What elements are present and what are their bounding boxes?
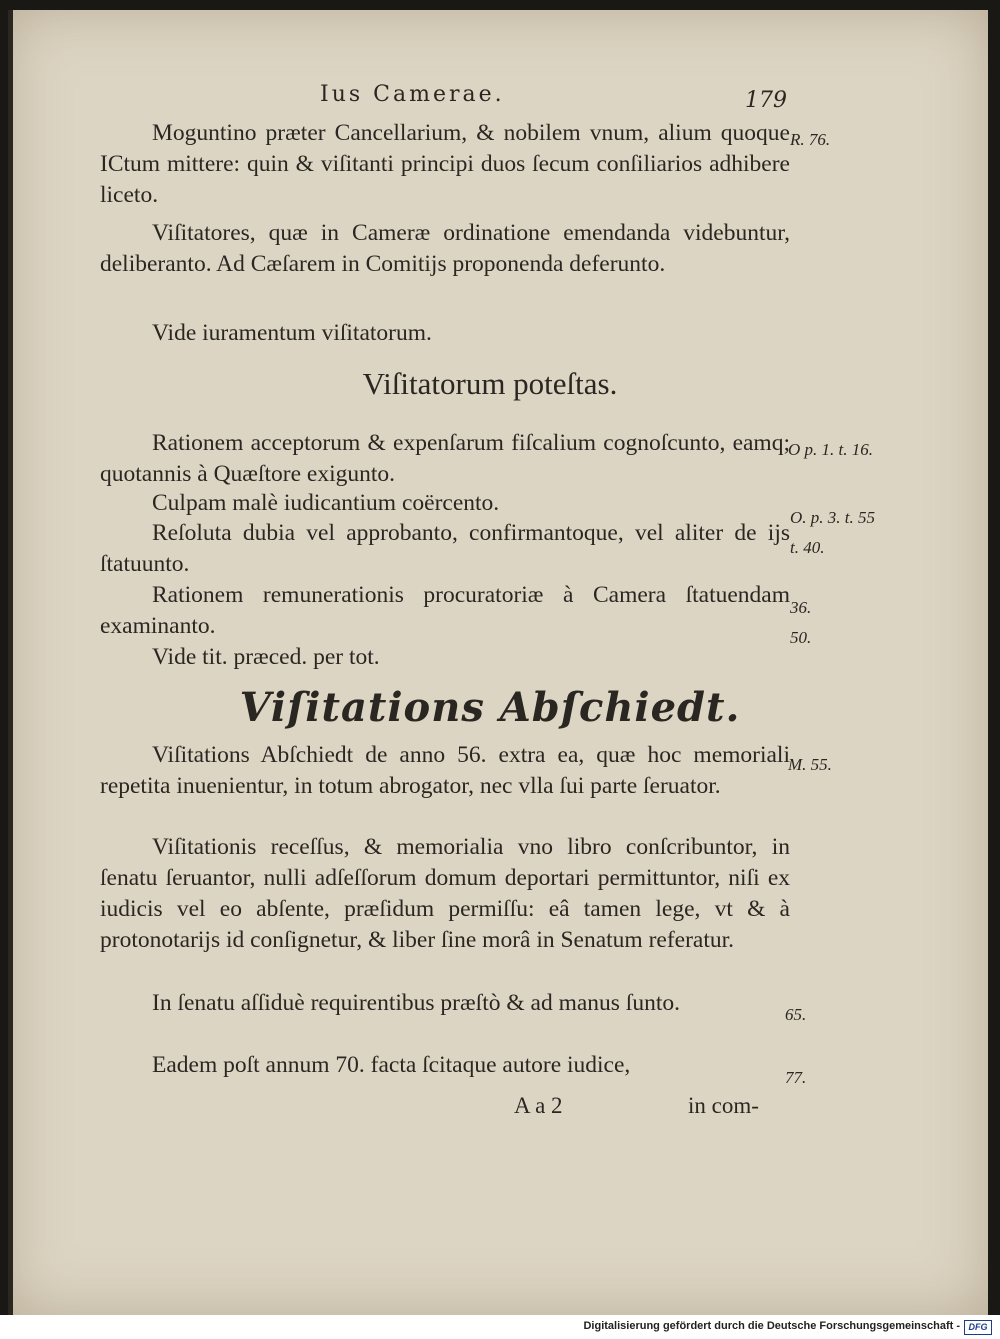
paragraph-10: Viſitationis receſſus, & memorialia vno libro conſcribuntor, in ſenatu ſeruantor, nulli adſeſſorum domum deportari permittuntor, niſi ex iudicis vel eo abſente, præſidum permiſſu: eâ tamen lege, vt & à protonotarijs id conſignetur, & liber ſine morâ in Senatum referatur.: [100, 834, 790, 953]
paragraph-7: Rationem remunerationis procuratoriæ à Camera ſtatuendam examinanto.: [100, 582, 790, 639]
margin-note: 65.: [785, 1005, 807, 1024]
catchword: in com-: [688, 1093, 759, 1118]
paragraph-11: In ſenatu aſſiduè requirentibus præſtò & ad manus ſunto.: [152, 990, 680, 1016]
section-heading-visitatorum: Viſitatorum poteſtas.: [362, 366, 618, 401]
signature-mark: A a 2: [514, 1093, 563, 1118]
margin-note: O. p. 3. t. 55: [790, 508, 875, 527]
paragraph-2: Viſitatores, quæ in Cameræ ordinatione emendanda videbuntur, deliberanto. Ad Cæſarem in Comitijs proponenda deferunto.: [100, 220, 790, 277]
margin-note: R. 76.: [790, 130, 831, 149]
paragraph-5: Culpam malè iudicantium coërcento.: [152, 490, 500, 516]
paragraph-12: Eadem poſt annum 70. facta ſcitaque autore iudice,: [152, 1052, 631, 1078]
margin-note: 50.: [790, 628, 812, 647]
paragraph-6: Reſoluta dubia vel approbanto, confirmantoque, vel aliter de ijs ſtatuunto.: [100, 520, 790, 577]
margin-note: 77.: [785, 1068, 807, 1087]
paragraph-8: Vide tit. præced. per tot.: [152, 644, 380, 670]
margin-note: 36.: [790, 598, 812, 617]
paragraph-9: Viſitations Abſchiedt de anno 56. extra ea, quæ hoc memoriali repetita inuenientur, in totum abrogator, nec vlla ſui parte ſeruator.: [100, 742, 790, 799]
margin-note: O p. 1. t. 16.: [788, 440, 873, 459]
paragraph-1: Moguntino præter Cancellarium, & nobilem vnum, alium quoque ICtum mittere: quin & viſitanti principi duos ſecum conſiliarios adhibere liceto.: [100, 120, 790, 208]
paragraph-4: Rationem acceptorum & expenſarum fiſcalium cognoſcunto, eamq; quotannis à Quæſtore exigunto.: [100, 430, 790, 487]
page-number: 179: [745, 88, 787, 113]
margin-note: M. 55.: [788, 755, 832, 774]
page-edge: [8, 10, 13, 1315]
margin-note: t. 40.: [790, 538, 825, 557]
digitization-credit: Digitalisierung gefördert durch die Deutsche Forschungsgemeinschaft -: [583, 1320, 960, 1332]
paragraph-3: Vide iuramentum viſitatorum.: [152, 320, 432, 346]
dfg-logo: DFG: [964, 1320, 992, 1335]
section-heading-abschiedt: Viſitations Abſchiedt.: [239, 684, 741, 731]
running-head: Ius Camerae.: [320, 82, 505, 107]
